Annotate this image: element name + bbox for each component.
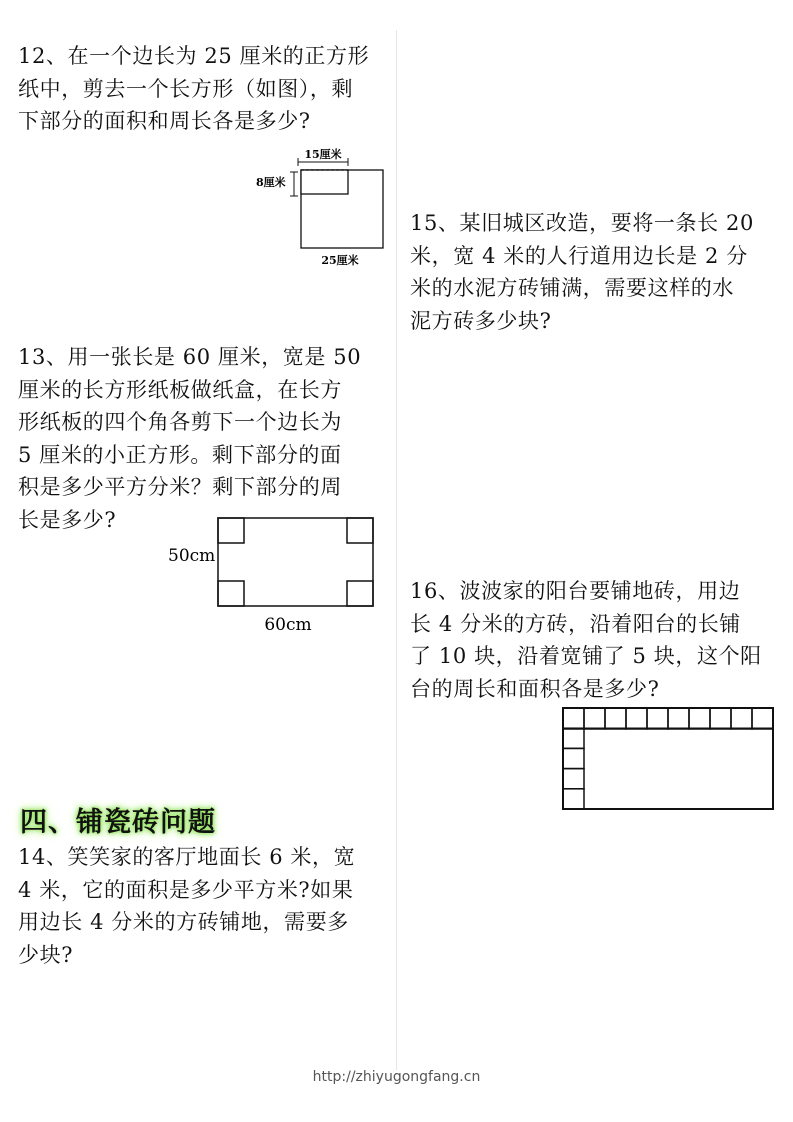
problem-13: 13、用一张长是 60 厘米，宽是 50 厘米的长方形纸板做纸盒，在长方 形纸板的四个角各剪下一个边长为 5 厘米的小正方形。剩下部分的面 积是多少平方分米？剩下部分的周 长是多少? xyxy=(18,345,362,532)
problem-14: 14、笑笑家的客厅地面长 6 米，宽 4 米，它的面积是多少平方米?如果 用边长 4 分米的方砖铺地，需要多 少块? xyxy=(18,845,356,967)
figure-12-bottom-label: 25厘米 xyxy=(321,254,359,267)
tile-side xyxy=(563,728,584,748)
tile-top xyxy=(605,708,626,729)
tile-top xyxy=(731,708,752,729)
problem-12: 12、在一个边长为 25 厘米的正方形 纸中，剪去一个长方形（如图），剩 下部分的面积和周长各是多少? xyxy=(18,44,370,133)
section-title: 四、铺瓷砖问题 xyxy=(20,807,216,838)
tile-top xyxy=(689,708,710,729)
figure-13-cardboard xyxy=(160,512,382,638)
tile-top xyxy=(668,708,689,729)
figure-16-balcony-tiles xyxy=(560,706,776,812)
figure-13-side-label: 50cm xyxy=(168,546,216,566)
tile-top xyxy=(752,708,773,729)
figure-12-square-cutout xyxy=(250,140,390,272)
tile-top xyxy=(584,708,605,729)
tile-side xyxy=(563,769,584,789)
figure-12-top-label: 15厘米 xyxy=(304,148,342,161)
footer-url: http://zhiyugongfang.cn xyxy=(312,1069,481,1085)
tile-top xyxy=(710,708,731,729)
tile-top xyxy=(647,708,668,729)
figure-13-bottom-label: 60cm xyxy=(264,615,312,635)
problem-16: 16、波波家的阳台要铺地砖，用边 长 4 分米的方砖，沿着阳台的长铺 了 10 块，沿着宽铺了 5 块，这个阳 台的周长和面积各是多少? xyxy=(410,579,762,701)
problem-15: 15、某旧城区改造，要将一条长 20 米，宽 4 米的人行道用边长是 2 分 米的水泥方砖铺满，需要这样的水 泥方砖多少块? xyxy=(410,211,754,333)
tile-side xyxy=(563,789,584,809)
column-divider xyxy=(396,30,397,1070)
tile-side xyxy=(563,748,584,768)
tile-top xyxy=(626,708,647,729)
figure-12-side-label: 8厘米 xyxy=(256,176,286,189)
figure-12-cut-rectangle xyxy=(301,170,348,194)
tile-top xyxy=(563,708,584,729)
